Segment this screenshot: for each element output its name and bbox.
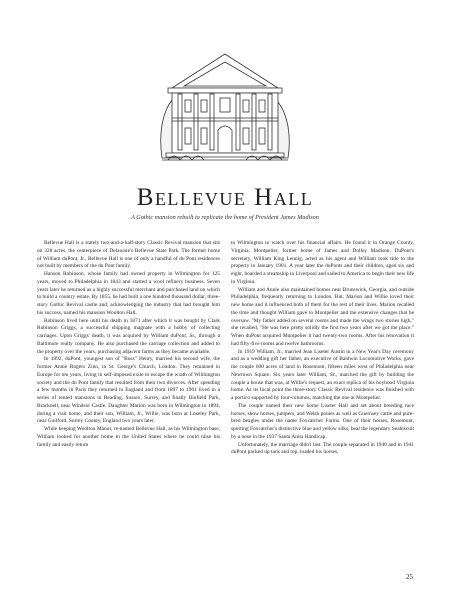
paragraph: While keeping Woolton Manor, re-named Bellevue Hall, as his Wilmington base, William looked for another home in the United States where he could raise his family and easily return xyxy=(37,426,220,448)
paragraph: In 1892, duPont, youngest son of "Boss" Henry, married his second wife, the former Annie Rogers Zinn, in St. George's Church, London. They remained in Europe for ten years, living in self-imposed exile to escape the wrath of Wilmington society and the du Pont family that resulted from their two divorces. After spending a few months in Paris they returned to England and from 1897 to 1901 lived in a series of rented mansions in Reading, Sussex, Surrey, and finally Binfield Park, Bracknell, near Windsor Castle. Daughter Marion was born in Wilmington in 1894, during a visit home, and their son, William, Jr., Willie, was born at Loseley Park, near Guilford, Surrey County, England two years later. xyxy=(37,356,220,425)
left-column xyxy=(37,240,220,449)
paragraph: Unfortunately, the marriage didn't last. The couple separated in 1940 and in 1941 duPont packed up tack and top, loaded his horses, xyxy=(231,441,414,456)
subtitle: A Gothic mansion rebuilt to replicate the home of President James Madison xyxy=(131,214,319,221)
page-number: 25 xyxy=(406,573,413,581)
right-column xyxy=(231,240,414,457)
paragraph: Robinson lived here until his death in 1871 after which it was bought by Clark Robinson Griggs, a successful shipping magnate with a hobby of collecting carriages. Upon Griggs' death, it was acquired by William duPont, Sr., through a Baltimore realty company. He also purchased the carriage collection and added to the property over the years, purchasing adjacent farms as they became available. xyxy=(37,317,220,355)
paragraph: to Wilmington to watch over his financial affairs. He found it in Orange County, Virginia: Montpelier, former home of James and Dolley Madison. DuPont's secretary, William King Lennig, acted as his agent and William took title to the property in January 1901. A year later the duPonts and their children, aged six and eight, boarded a steamship in Liverpool and sailed to America to begin their new life in Virginia. xyxy=(231,240,414,285)
paragraph: The couple named their new home Liseter Hall and set about breeding race horses, show horses, jumpers, and Welsh ponies as well as Guernsey cattle and pure-bred beagles under the name Foxcatcher Farms. One of their horses, Rosemont, sporting Foxcatcher's distinctive blue and yellow silks, beat the legendary Seabiscuit by a nose in the 1937 Santa Anita Handicap. xyxy=(231,402,414,440)
bellevue-hall-illustration xyxy=(158,40,292,168)
paragraph: In 1919 William, Jr., married Jean Liseter Austin in a New Year's Day ceremony and as a wedding gift her father, an executive of Baldwin Locomotive Works, gave the couple 600 acres of land in Rosemont, fifteen miles west of Philadelphia near Newtown Square. Six years later William, Sr., matched the gift by building the couple a house that was, at Willie's request, an exact replica of his boyhood Virginia home. As its focal point the three-story Classic Revival residence was finished with a portico supported by four-columns, matching the one at Montpelier. xyxy=(231,348,414,401)
paragraph: Bellevue Hall is a stately two-and-a-half-story Classic Revival mansion that sits on 328 acres, the centerpiece of Delaware's Bellevue State Park. The former home of William duPont, Jr., Bellevue Hall is one of only a handful of du Pont residences not built by members of the du Pont family. xyxy=(37,240,220,270)
paragraph: Hanson Robinson, whose family had owned property in Wilmington for 125 years, moved to Philadelphia in 1843 and started a wool refinery business. Seven years later he returned as a highly successful merchant and purchased land on which to build a country estate. By 1855, he had built a one hundred thousand dollar, three-story Gothic Revival castle and, acknowledging the industry that had brought him his success, named his mansion Woolton Hall. xyxy=(37,271,220,316)
paragraph: William and Annie also maintained homes near Brunswick, Georgia, and outside Philadelphia, frequently returning to London. But, Marion and Willie loved their new home and it influenced both of them for the rest of their lives. Marion recalled the time and thought William gave to Montpelier and the extensive changes that he oversaw. "My father added on several rooms and made the wings two stories high," she recalled, "He was here pretty solidly the first two years after we got the place." When duPont acquired Montpelier it had twenty-two rooms. After his renovation it had fifty-five rooms and twelve bathrooms. xyxy=(231,286,414,347)
page-title: Bellevue Hall xyxy=(136,184,314,211)
